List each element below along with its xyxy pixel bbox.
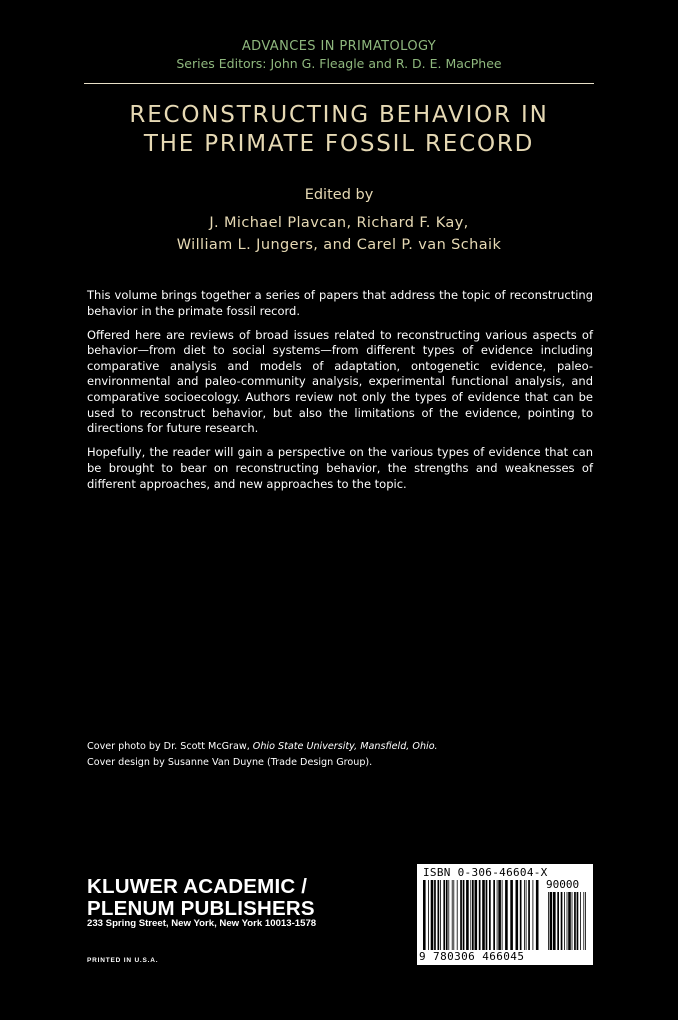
barcode-bar bbox=[448, 880, 449, 950]
barcode-bar bbox=[440, 880, 441, 950]
barcode-bar bbox=[524, 880, 525, 950]
editors-line-1: J. Michael Plavcan, Richard F. Kay, bbox=[209, 215, 469, 231]
barcode-bar bbox=[572, 892, 573, 950]
barcode-bar bbox=[460, 880, 462, 950]
barcode-bar bbox=[479, 880, 481, 950]
barcode-bar bbox=[516, 880, 519, 950]
barcode-bar bbox=[550, 892, 553, 950]
description-paragraph-2: Offered here are reviews of broad issues related to reconstructing various aspects of behavior—from diet to social systems—from different types of evidence including comparative analysis and models of adaptation, ontogenetic evidence, paleo-environmental and paleo-community analysis, experimental functional analysis, and comparative socioecology. Authors review not only the types of evidence that can be used to reconstruct behavior, but also the limitations of the evidence, pointing to directions for future research. bbox=[87, 327, 593, 436]
description bbox=[87, 288, 593, 501]
barcode-bar bbox=[486, 880, 488, 950]
barcode-bar bbox=[548, 892, 549, 950]
barcode-bar bbox=[472, 880, 474, 950]
barcode-bar bbox=[567, 892, 568, 950]
addon-barcode-bars bbox=[548, 892, 587, 950]
series-editors: Series Editors: John G. Fleagle and R. D. E. MacPhee bbox=[176, 56, 502, 71]
barcode-bar bbox=[463, 880, 465, 950]
publisher-address: 233 Spring Street, New York, New York 10013-1578 bbox=[87, 918, 317, 929]
description-paragraph-1: This volume brings together a series of papers that address the topic of reconstructing behavior in the primate fossil record. bbox=[87, 288, 593, 318]
barcode-bar bbox=[446, 880, 448, 950]
barcode-bar bbox=[574, 892, 576, 950]
barcode-bar bbox=[510, 880, 513, 950]
barcode-bar bbox=[528, 880, 530, 950]
barcode-bar bbox=[482, 880, 485, 950]
barcode-bar bbox=[526, 880, 527, 950]
barcode-bar bbox=[475, 880, 478, 950]
barcode-bar bbox=[428, 880, 429, 950]
barcode-bar bbox=[470, 880, 471, 950]
barcode-bar bbox=[553, 892, 556, 950]
printed-in-label: PRINTED IN U.S.A. bbox=[87, 957, 159, 964]
barcode-bar bbox=[561, 892, 563, 950]
cover-credits bbox=[87, 739, 438, 770]
isbn-text: ISBN 0-306-46604-X bbox=[423, 866, 548, 879]
barcode-bar bbox=[497, 880, 498, 950]
barcode-bar bbox=[585, 892, 586, 950]
barcode-bar bbox=[557, 892, 559, 950]
barcode-bar bbox=[493, 880, 495, 950]
barcode-bar bbox=[536, 880, 539, 950]
ean-digits: 9 780306 466045 bbox=[419, 950, 525, 963]
isbn-barcode bbox=[417, 864, 593, 965]
book-title bbox=[0, 101, 678, 159]
barcode-bar bbox=[583, 892, 584, 950]
publisher-name bbox=[87, 876, 315, 920]
barcode-bar bbox=[498, 880, 501, 950]
barcode-bar bbox=[580, 892, 581, 950]
barcode-bar bbox=[520, 880, 522, 950]
photo-credit-text: Cover photo by Dr. Scott McGraw, bbox=[87, 741, 253, 752]
design-credit: Cover design by Susanne Van Duyne (Trade Design Group). bbox=[87, 756, 373, 768]
barcode-bar bbox=[533, 880, 534, 950]
barcode-bar bbox=[457, 880, 458, 950]
barcode-bar bbox=[431, 880, 434, 950]
photo-credit-affiliation: Ohio State University, Mansfield, Ohio. bbox=[252, 741, 438, 752]
ean-barcode-bars bbox=[423, 880, 539, 950]
series-name: ADVANCES IN PRIMATOLOGY bbox=[241, 39, 437, 54]
description-paragraph-3: Hopefully, the reader will gain a perspective on the various types of evidence that can be brought to bear on reconstructing behavior, the strengths and weaknesses of different approaches, and new approaches to the topic. bbox=[87, 445, 593, 491]
editors-list bbox=[0, 212, 678, 256]
barcode-bar bbox=[502, 880, 503, 950]
barcode-bar bbox=[568, 892, 571, 950]
barcode-bar bbox=[434, 880, 436, 950]
book-title-line-2: THE PRIMATE FOSSIL RECORD bbox=[143, 131, 535, 157]
barcode-bar bbox=[577, 892, 579, 950]
barcode-bar bbox=[489, 880, 491, 950]
barcode-bar bbox=[453, 880, 454, 950]
barcode-bar bbox=[452, 880, 453, 950]
barcode-bar bbox=[443, 880, 445, 950]
barcode-bar bbox=[423, 880, 426, 950]
edited-by-label: Edited by bbox=[304, 187, 374, 203]
barcode-bar bbox=[564, 892, 565, 950]
book-title-line-1: RECONSTRUCTING BEHAVIOR IN bbox=[129, 102, 549, 128]
publisher-name-line-1: KLUWER ACADEMIC / bbox=[87, 875, 308, 898]
addon-digits: 90000 bbox=[546, 878, 580, 891]
barcode-bar bbox=[505, 880, 508, 950]
barcode-bar bbox=[438, 880, 440, 950]
editors-line-2: William L. Jungers, and Carel P. van Schaik bbox=[176, 237, 502, 253]
photo-credit bbox=[87, 739, 438, 755]
publisher-name-line-2: PLENUM PUBLISHERS bbox=[87, 897, 315, 920]
divider-rule bbox=[84, 83, 594, 84]
barcode-bar bbox=[466, 880, 469, 950]
